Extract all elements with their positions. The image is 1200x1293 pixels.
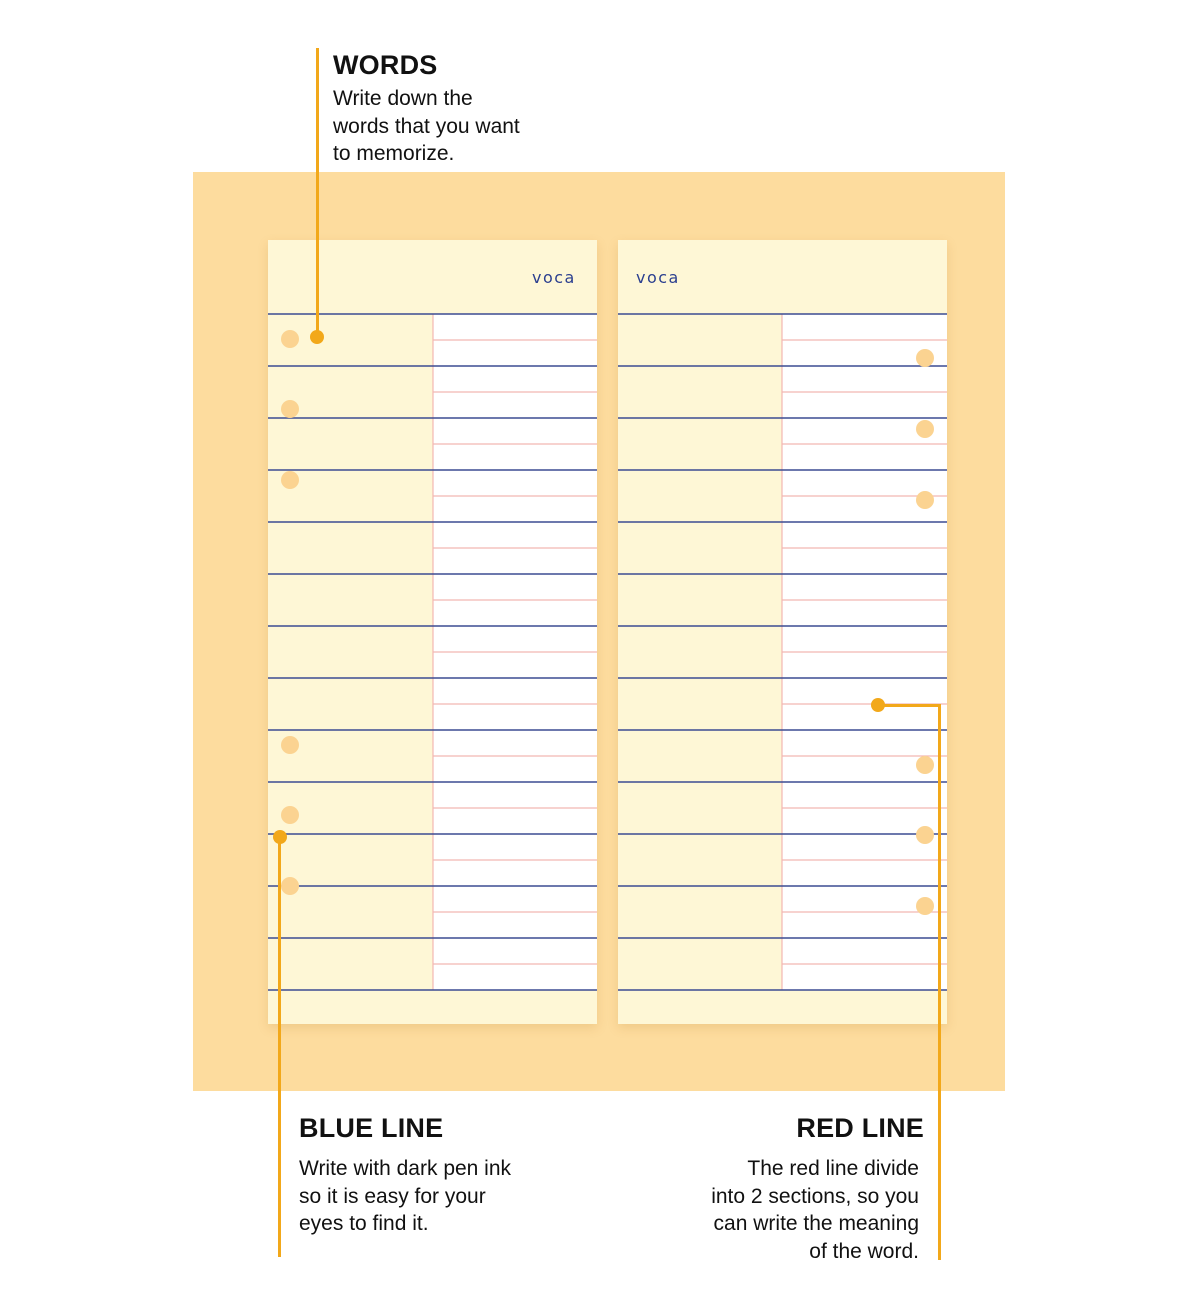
words-title: WORDS: [333, 50, 438, 80]
red-line-line: The red line divide: [747, 1157, 919, 1180]
binder-hole: [281, 330, 299, 348]
ruled-lines-right: [618, 240, 947, 1024]
red-line-line: of the word.: [809, 1239, 919, 1263]
blue-line-leader-pin: [273, 830, 287, 844]
red-line-leader-vertical: [938, 704, 941, 1260]
red-line-leader-horizontal: [878, 704, 941, 707]
red-line-description: [660, 1155, 919, 1265]
brand-logo-right: voca: [636, 268, 680, 287]
binder-hole: [916, 897, 934, 915]
blue-line-leader-line: [278, 837, 281, 1257]
blue-line-line: eyes to find it.: [299, 1212, 429, 1235]
red-line-line: can write the meaning: [713, 1212, 919, 1235]
binder-hole: [916, 349, 934, 367]
ruled-lines-left: [268, 240, 597, 1024]
binder-hole: [281, 400, 299, 418]
brand-logo-left: voca: [532, 268, 576, 287]
red-line-line: into 2 sections, so you: [711, 1184, 919, 1208]
notebook-page-right: [618, 240, 947, 1024]
binder-hole: [281, 471, 299, 489]
binder-hole: [916, 826, 934, 844]
red-line-leader-pin: [871, 698, 885, 712]
words-line: words that you want: [333, 114, 520, 138]
red-line-title: RED LINE: [796, 1113, 924, 1143]
binder-hole: [916, 756, 934, 774]
binder-hole: [281, 877, 299, 895]
binder-hole: [281, 806, 299, 824]
binder-hole: [281, 736, 299, 754]
notebook-page-left: [268, 240, 597, 1024]
binder-hole: [916, 420, 934, 438]
words-leader-line: [316, 48, 319, 337]
blue-line-title: BLUE LINE: [299, 1113, 444, 1143]
blue-line-line: Write with dark pen ink: [299, 1157, 512, 1180]
words-line: to memorize.: [333, 142, 455, 165]
words-line: Write down the: [333, 87, 473, 110]
binder-hole: [916, 491, 934, 509]
blue-line-description: [299, 1155, 511, 1238]
words-description: [333, 85, 520, 168]
words-leader-pin: [310, 330, 324, 344]
blue-line-line: so it is easy for your: [299, 1184, 486, 1208]
